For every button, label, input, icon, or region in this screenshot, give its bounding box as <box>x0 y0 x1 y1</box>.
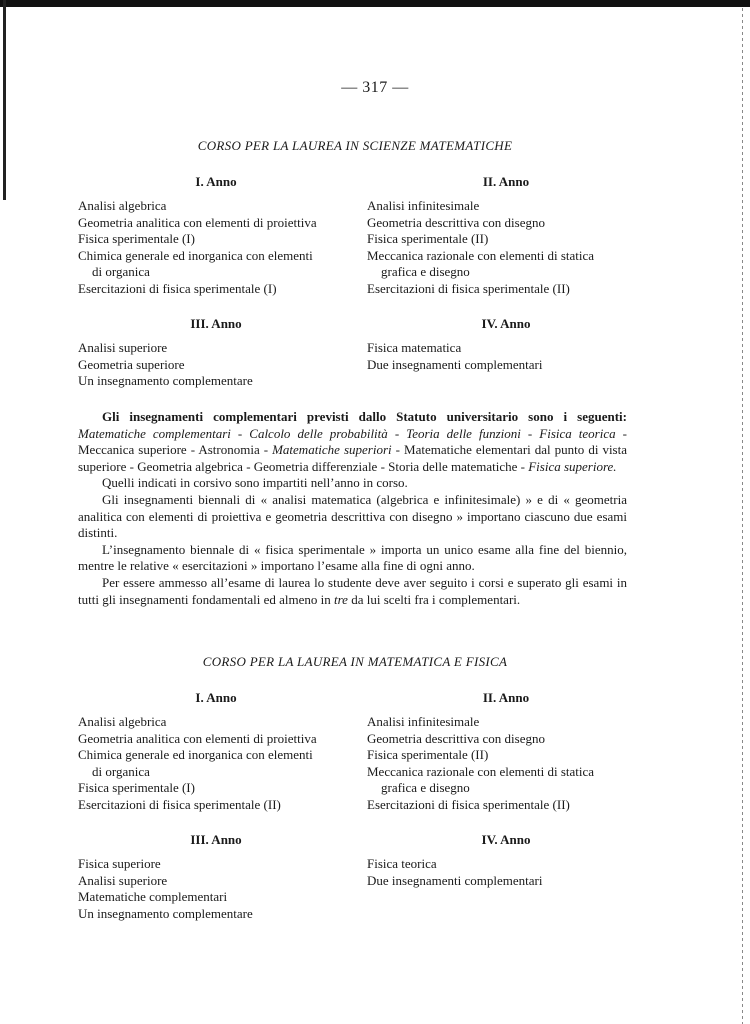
course-list <box>367 198 657 297</box>
note-italic-courses: Matematiche superiori <box>272 442 392 458</box>
scan-border-right <box>742 8 743 1024</box>
year-heading: IV. Anno <box>481 316 531 331</box>
course-item: Geometria descrittiva con disegno <box>367 730 545 746</box>
section-title-scienze-matematiche: CORSO PER LA LAUREA IN SCIENZE MATEMATICHE <box>197 138 513 153</box>
course-item: Fisica sperimentale (I) <box>78 231 195 246</box>
note-text: da lui scelti fra i complementari. <box>347 591 521 607</box>
course-item: Analisi algebrica <box>78 714 167 729</box>
note-italic: tre <box>333 591 348 607</box>
course-item-continuation: grafica e disegno <box>381 264 470 279</box>
course-item: Meccanica razionale con elementi di statica <box>367 763 595 779</box>
note-biennali: Gli insegnamenti biennali di « analisi matematica (algebrica e infinitesimale) » e di « geometria analitica con elementi di proiettiva e geometria descrittiva con disegno » importano ciascuno due esami distinti. <box>78 491 627 541</box>
note-italic-courses: Matematiche complementari - Calcolo delle probabilità - Teoria delle funzioni - Fisica teorica <box>78 425 616 441</box>
course-item: Esercitazioni di fisica sperimentale (II) <box>367 796 570 812</box>
course-list <box>367 714 657 813</box>
note-fisica-sperimentale: L’insegnamento biennale di « fisica sperimentale » importa un unico esame alla fine del biennio, mentre le relative « esercitazioni » importano l’esame alla fine di ogni anno. <box>78 541 627 574</box>
course-item: Analisi algebrica <box>78 198 167 213</box>
course-item-continuation: di organica <box>92 763 150 779</box>
course-item: Analisi infinitesimale <box>367 714 480 729</box>
section-title-matematica-fisica: CORSO PER LA LAUREA IN MATEMATICA E FISICA <box>202 654 508 669</box>
note-text: - Meccanica superiore - Astronomia - <box>78 425 627 458</box>
course-list <box>367 340 657 373</box>
course-item: Due insegnamenti complementari <box>367 872 543 888</box>
note-corsivo: Quelli indicati in corsivo sono impartiti nell’anno in corso. <box>102 475 408 491</box>
course-item: Chimica generale ed inorganica con elementi <box>78 747 313 762</box>
year-heading: I. Anno <box>195 690 237 705</box>
year-heading: I. Anno <box>195 174 237 189</box>
course-item-continuation: di organica <box>92 264 150 279</box>
course-list <box>78 340 368 390</box>
course-list <box>367 856 657 889</box>
course-item: Esercitazioni di fisica sperimentale (I) <box>78 280 277 296</box>
page-number: — 317 — <box>341 79 409 96</box>
note-italic-courses: Fisica superiore. <box>528 458 617 474</box>
course-item: Un insegnamento complementare <box>78 905 253 921</box>
course-list <box>78 856 368 922</box>
course-item: Un insegnamento complementare <box>78 373 253 388</box>
course-item: Geometria descrittiva con disegno <box>367 214 545 230</box>
year-heading: II. Anno <box>482 690 530 705</box>
course-item: Due insegnamenti complementari <box>367 356 543 372</box>
course-item: Analisi superiore <box>78 872 168 888</box>
course-list <box>78 198 368 297</box>
year-heading: II. Anno <box>482 174 530 189</box>
note-text: Per essere ammesso all’esame di laurea lo studente deve aver seguito i corsi e superato gli esami in tutti gli insegnamenti fondamentali ed almeno in <box>78 574 627 607</box>
notes-block <box>78 409 627 608</box>
note-ammissione <box>78 575 627 608</box>
course-item: Analisi superiore <box>78 340 168 355</box>
course-item: Esercitazioni di fisica sperimentale (II) <box>78 796 281 812</box>
course-list <box>78 714 368 813</box>
course-item: Esercitazioni di fisica sperimentale (II) <box>367 280 570 296</box>
note-text: - Matematiche elementari dal punto di vista superiore - Geometria algebrica - Geometria differenziale - Storia delle matematiche - <box>78 442 627 474</box>
course-item: Chimica generale ed inorganica con elementi <box>78 247 313 263</box>
course-item: Fisica teorica <box>367 856 437 871</box>
course-item: Fisica matematica <box>367 340 462 355</box>
course-item: Fisica sperimentale (II) <box>367 747 489 762</box>
course-item: Fisica sperimentale (II) <box>367 231 489 246</box>
course-item: Geometria analitica con elementi di proiettiva <box>78 214 317 230</box>
year-heading: III. Anno <box>190 316 242 331</box>
course-item: Meccanica razionale con elementi di statica <box>367 247 595 263</box>
note-complementari <box>78 409 627 475</box>
course-item: Analisi infinitesimale <box>367 198 480 213</box>
scan-border-left <box>3 0 6 200</box>
course-item: Geometria analitica con elementi di proiettiva <box>78 730 317 746</box>
year-heading: III. Anno <box>190 832 242 847</box>
course-item-continuation: grafica e disegno <box>381 780 470 795</box>
course-item: Fisica sperimentale (I) <box>78 780 195 795</box>
year-heading: IV. Anno <box>481 832 531 847</box>
course-item: Geometria superiore <box>78 356 185 372</box>
course-item: Fisica superiore <box>78 856 161 871</box>
scan-border-top <box>0 0 750 7</box>
note-intro: Gli insegnamenti complementari previsti dallo Statuto universitario sono i seguenti: <box>102 409 627 424</box>
course-item: Matematiche complementari <box>78 889 228 904</box>
